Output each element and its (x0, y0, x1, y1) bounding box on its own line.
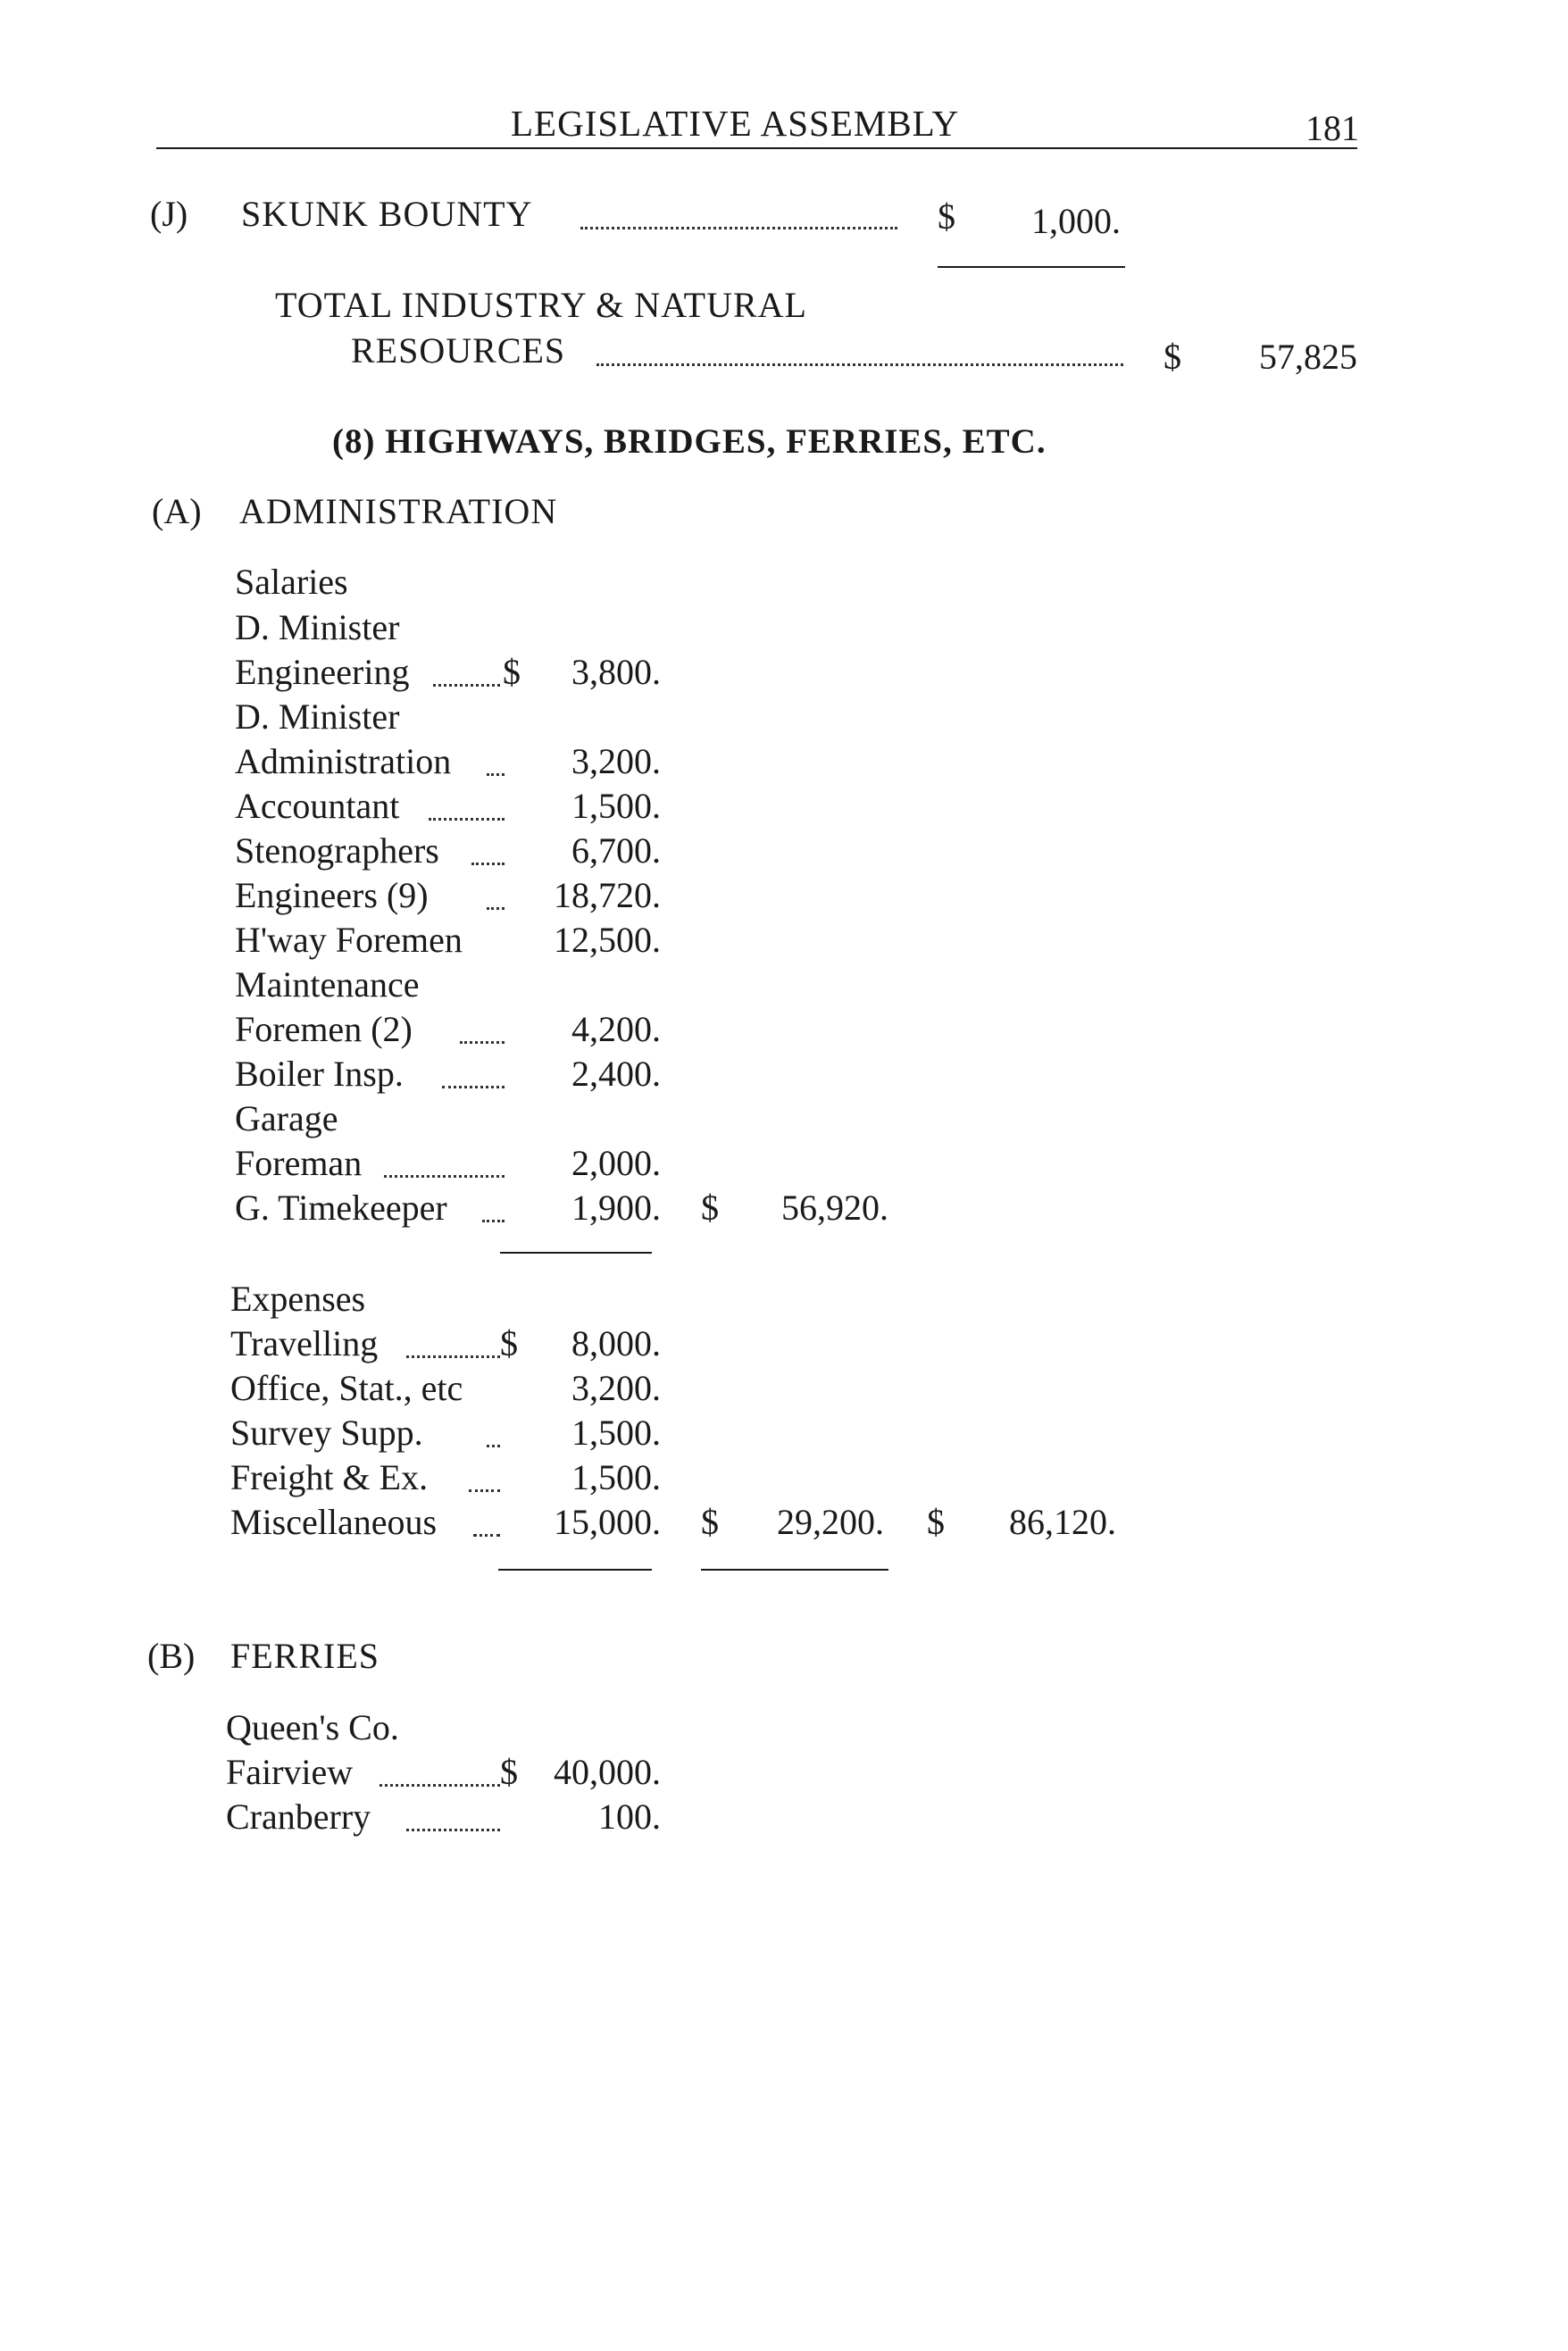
salary-row-text: Accountant (235, 786, 400, 826)
expense-row-text: Miscellaneous (230, 1502, 438, 1542)
expense-row-dollar: $ (500, 1323, 518, 1363)
salary-row-text: Stenographers (235, 830, 439, 871)
salary-row-amount: 1,500. (571, 786, 661, 826)
ferry-row-amount: 40,000. (554, 1752, 661, 1792)
total-industry-line1: TOTAL INDUSTRY & NATURAL (275, 285, 807, 325)
total-industry-leader-dots (596, 363, 1123, 366)
salary-row-text: H'way Foremen (235, 920, 463, 960)
salary-row-text: Garage (235, 1098, 338, 1138)
leader-dots (473, 1534, 500, 1537)
expenses-subtotal: 29,200. (777, 1502, 884, 1542)
admin-label: (A) (152, 491, 202, 531)
expense-row-amount: 15,000. (554, 1502, 661, 1542)
skunk-leader-dots (580, 227, 897, 229)
expense-row-text: Travelling (230, 1323, 379, 1363)
salary-row-text: Maintenance (235, 964, 420, 1005)
salary-row-text: Boiler Insp. (235, 1054, 404, 1094)
ferries-label: (B) (147, 1636, 196, 1676)
expense-row-text: Office, Stat., etc (230, 1368, 463, 1408)
admin-title: ADMINISTRATION (239, 491, 558, 531)
leader-dots (429, 818, 505, 821)
ferry-row-amount: 100. (598, 1797, 661, 1837)
skunk-label: (J) (150, 194, 188, 234)
leader-dots (384, 1175, 505, 1178)
ferry-row-text: Queen's Co. (226, 1707, 399, 1747)
salary-row-amount: 2,400. (571, 1054, 661, 1094)
salaries-subtotal: 56,920. (781, 1188, 888, 1228)
salary-row-amount: 18,720. (554, 875, 661, 915)
skunk-currency: $ (938, 196, 955, 237)
salaries-heading: Salaries (235, 562, 348, 602)
leader-dots (442, 1086, 505, 1088)
expense-row-amount: 1,500. (571, 1413, 661, 1453)
salaries-rule (500, 1252, 652, 1254)
salary-row-text: D. Minister (235, 696, 400, 737)
page-number: 181 (1305, 108, 1359, 148)
salary-row-amount: 3,800. (571, 652, 661, 692)
leader-dots (460, 1041, 505, 1044)
expense-row-amount: 3,200. (571, 1368, 661, 1408)
ferry-row-text: Fairview (226, 1752, 354, 1792)
leader-dots (487, 907, 505, 910)
salary-row-text: D. Minister (235, 607, 400, 647)
skunk-amount: 1,000. (1031, 201, 1121, 241)
admin-total: 86,120. (1009, 1502, 1116, 1542)
salary-row-amount: 12,500. (554, 920, 661, 960)
salary-row-text: Administration (235, 741, 452, 781)
subtotals-rule (701, 1569, 888, 1571)
leader-dots (482, 1220, 505, 1222)
salary-row-text: G. Timekeeper (235, 1188, 447, 1228)
leader-dots (487, 773, 505, 776)
salary-row-amount: 3,200. (571, 741, 661, 781)
leader-dots (469, 1489, 500, 1492)
expenses-subtotal-currency: $ (701, 1502, 719, 1542)
salary-row-text: Foreman (235, 1143, 363, 1183)
expenses-rule (498, 1569, 652, 1571)
salary-row-amount: 6,700. (571, 830, 661, 871)
ferry-row-text: Cranberry (226, 1797, 371, 1837)
total-industry-amount: 57,825 (1259, 337, 1357, 377)
section-heading: (8) HIGHWAYS, BRIDGES, FERRIES, ETC. (332, 422, 1047, 461)
salary-row-text: Foremen (2) (235, 1009, 413, 1049)
admin-total-currency: $ (927, 1502, 945, 1542)
ferries-title: FERRIES (230, 1636, 380, 1676)
expense-row-text: Freight & Ex. (230, 1457, 429, 1497)
salary-row-text: Engineering (235, 652, 410, 692)
total-industry-line2: RESOURCES (351, 330, 566, 371)
salary-row-amount: 2,000. (571, 1143, 661, 1183)
expense-row-amount: 8,000. (571, 1323, 661, 1363)
leader-dots (406, 1829, 500, 1831)
leader-dots (379, 1784, 500, 1787)
page-header-title: LEGISLATIVE ASSEMBLY (511, 103, 960, 144)
leader-dots (406, 1355, 500, 1358)
salaries-subtotal-currency: $ (701, 1188, 719, 1228)
expense-row-text: Survey Supp. (230, 1413, 423, 1453)
skunk-rule (938, 266, 1125, 268)
salary-row-dollar: $ (503, 652, 521, 692)
salary-row-text: Engineers (9) (235, 875, 429, 915)
header-rule (156, 147, 1357, 149)
total-industry-currency: $ (1163, 337, 1181, 377)
leader-dots (433, 684, 500, 687)
expenses-heading: Expenses (230, 1279, 366, 1319)
skunk-title: SKUNK BOUNTY (241, 194, 533, 234)
leader-dots (471, 863, 505, 865)
expense-row-amount: 1,500. (571, 1457, 661, 1497)
salary-row-amount: 1,900. (571, 1188, 661, 1228)
leader-dots (487, 1445, 500, 1447)
ferry-row-dollar: $ (500, 1752, 518, 1792)
salary-row-amount: 4,200. (571, 1009, 661, 1049)
